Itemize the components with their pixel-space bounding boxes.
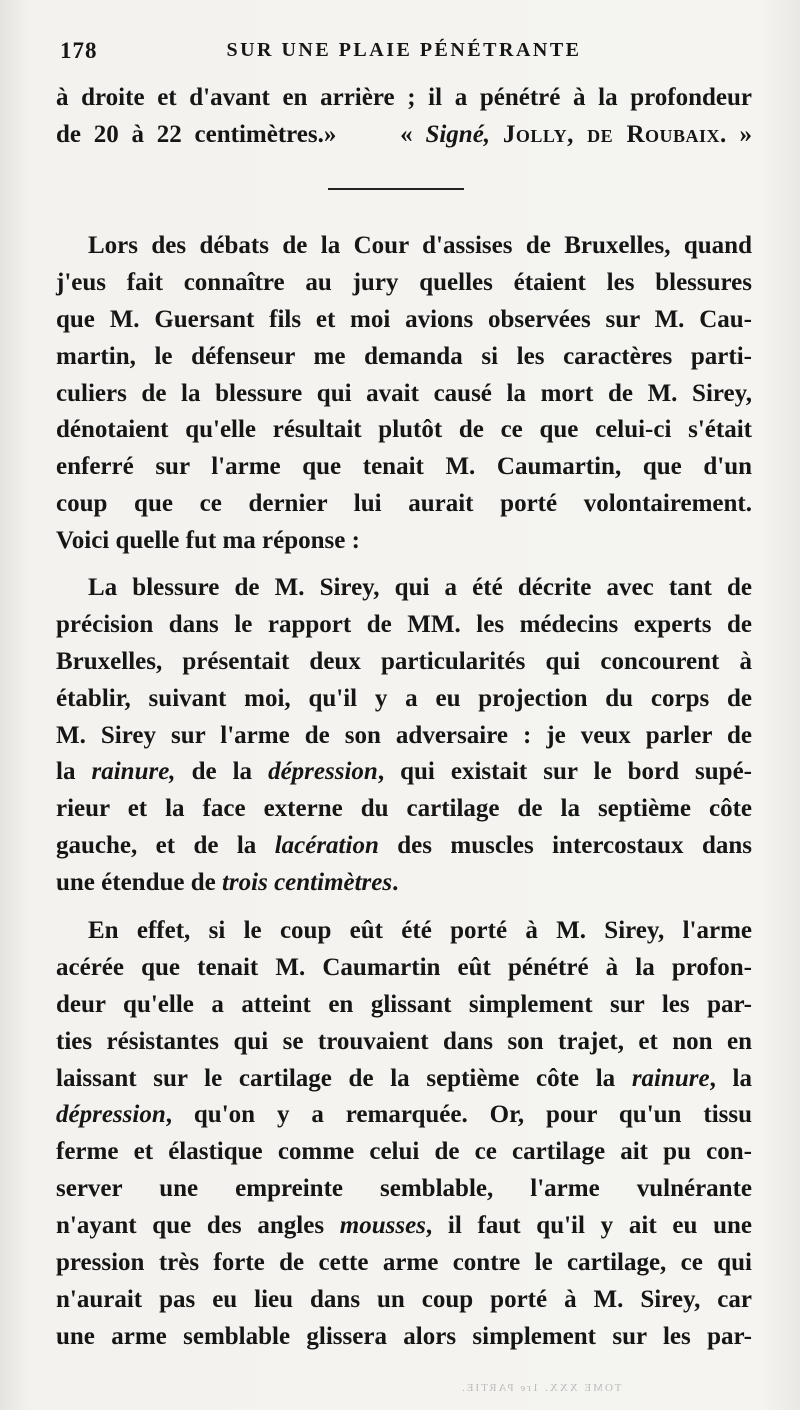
text-line: culiers de la blessure qui avait causé la mort de M. Sirey, bbox=[56, 379, 752, 407]
italic-term: rainure bbox=[631, 1064, 710, 1092]
text-run: , qui existait sur le bord supé- bbox=[377, 758, 753, 786]
text-line: enferré sur l'arme que tenait M. Caumartin, que d'un bbox=[56, 453, 752, 481]
signature-close-quote: » bbox=[739, 120, 753, 148]
text-line: La blessure de M. Sirey, qui a été décrite avec tant de bbox=[88, 574, 752, 601]
italic-term: dépression bbox=[56, 1101, 166, 1129]
text-line: établir, suivant moi, qu'il y a eu projection du corps de bbox=[56, 684, 752, 712]
text-line: Bruxelles, présentait deux particularités qui concourent à bbox=[56, 647, 752, 675]
text-line: rieur et la face externe du cartilage de la septième côte bbox=[56, 795, 752, 823]
text-run: gauche, et de la bbox=[56, 832, 275, 860]
text-run: , qu'on y a remarquée. Or, pour qu'un tissu bbox=[165, 1101, 752, 1129]
text-line: server une empreinte semblable, l'arme vulnérante bbox=[56, 1175, 752, 1203]
italic-term: dépression bbox=[268, 758, 378, 786]
text-line: Voici quelle fut ma réponse : bbox=[56, 527, 360, 555]
signature-name: Jolly, de Roubaix. bbox=[502, 120, 727, 148]
quote-end: de 20 à 22 centimètres.» bbox=[56, 120, 337, 148]
italic-term: rainure, bbox=[91, 758, 176, 786]
text-line: pression très forte de cette arme contre le cartilage, ce qui bbox=[56, 1249, 752, 1277]
text-line: que M. Guersant fils et moi avions observées sur M. Cau- bbox=[56, 305, 752, 333]
section-divider bbox=[328, 188, 464, 190]
text-run: n'ayant que des angles bbox=[56, 1212, 340, 1240]
text-line: une arme semblable glissera alors simplement sur les par- bbox=[56, 1322, 752, 1350]
text-line: M. Sirey sur l'arme de son adversaire : je veux parler de bbox=[56, 721, 752, 749]
text-line: acérée que tenait M. Caumartin eût pénétré à la profon- bbox=[56, 953, 752, 981]
text-line: ferme et élastique comme celui de ce cartilage ait pu con- bbox=[56, 1138, 752, 1166]
text-run: . bbox=[392, 869, 399, 897]
paragraph-2 bbox=[56, 570, 752, 902]
text-run: de la bbox=[175, 758, 269, 786]
paragraph-1 bbox=[56, 228, 752, 560]
signature-line bbox=[56, 117, 752, 154]
paragraph-3 bbox=[56, 913, 752, 1356]
text-line: deur qu'elle a atteint en glissant simplement sur les par- bbox=[56, 990, 752, 1018]
continuation-text bbox=[56, 80, 752, 154]
italic-term: mousses bbox=[339, 1212, 426, 1240]
page-header bbox=[56, 38, 752, 78]
text-line: n'aurait pas eu lieu dans un coup porté à M. Sirey, car bbox=[56, 1285, 752, 1313]
text-run: la bbox=[56, 758, 92, 786]
italic-term: lacération bbox=[274, 832, 379, 860]
text-line: En effet, si le coup eût été porté à M. Sirey, l'arme bbox=[88, 917, 752, 944]
running-head: SUR UNE PLAIE PÉNÉTRANTE bbox=[226, 39, 582, 61]
text-run: laissant sur le cartilage de la septième côte la bbox=[56, 1064, 632, 1092]
page-number: 178 bbox=[60, 38, 98, 63]
text-line: précision dans le rapport de MM. les médecins experts de bbox=[56, 610, 752, 638]
text-line bbox=[56, 1097, 752, 1134]
text-line: j'eus fait connaître au jury quelles étaient les blessures bbox=[56, 268, 752, 296]
text-line: dénotaient qu'elle résultait plutôt de ce que celui-ci s'était bbox=[56, 416, 752, 444]
text-run: , la bbox=[709, 1064, 752, 1092]
text-line: à droite et d'avant en arrière ; il a pénétré à la profondeur bbox=[56, 84, 752, 111]
text-line bbox=[56, 828, 752, 865]
text-line bbox=[56, 865, 752, 902]
signature-open-quote: « bbox=[400, 120, 413, 148]
text-line bbox=[56, 1061, 752, 1098]
text-line bbox=[56, 1208, 752, 1245]
text-line bbox=[56, 754, 752, 791]
text-line: martin, le défenseur me demanda si les caractères parti- bbox=[56, 342, 752, 370]
text-run: , il faut qu'il y ait eu une bbox=[425, 1212, 752, 1240]
text-line: Lors des débats de la Cour d'assises de Bruxelles, quand bbox=[88, 232, 752, 259]
text-line: coup que ce dernier lui aurait porté volontairement. bbox=[56, 490, 752, 518]
text-line: ties résistantes qui se trouvaient dans son trajet, et non en bbox=[56, 1027, 752, 1055]
text-run: une étendue de bbox=[56, 869, 222, 897]
bleed-through-footer: TOME XXX. 1re PARTIE. bbox=[460, 1382, 622, 1394]
signature-signe: Signé, bbox=[425, 120, 491, 148]
italic-term: trois centimètres bbox=[221, 869, 393, 897]
text-run: des muscles intercostaux dans bbox=[378, 832, 752, 860]
